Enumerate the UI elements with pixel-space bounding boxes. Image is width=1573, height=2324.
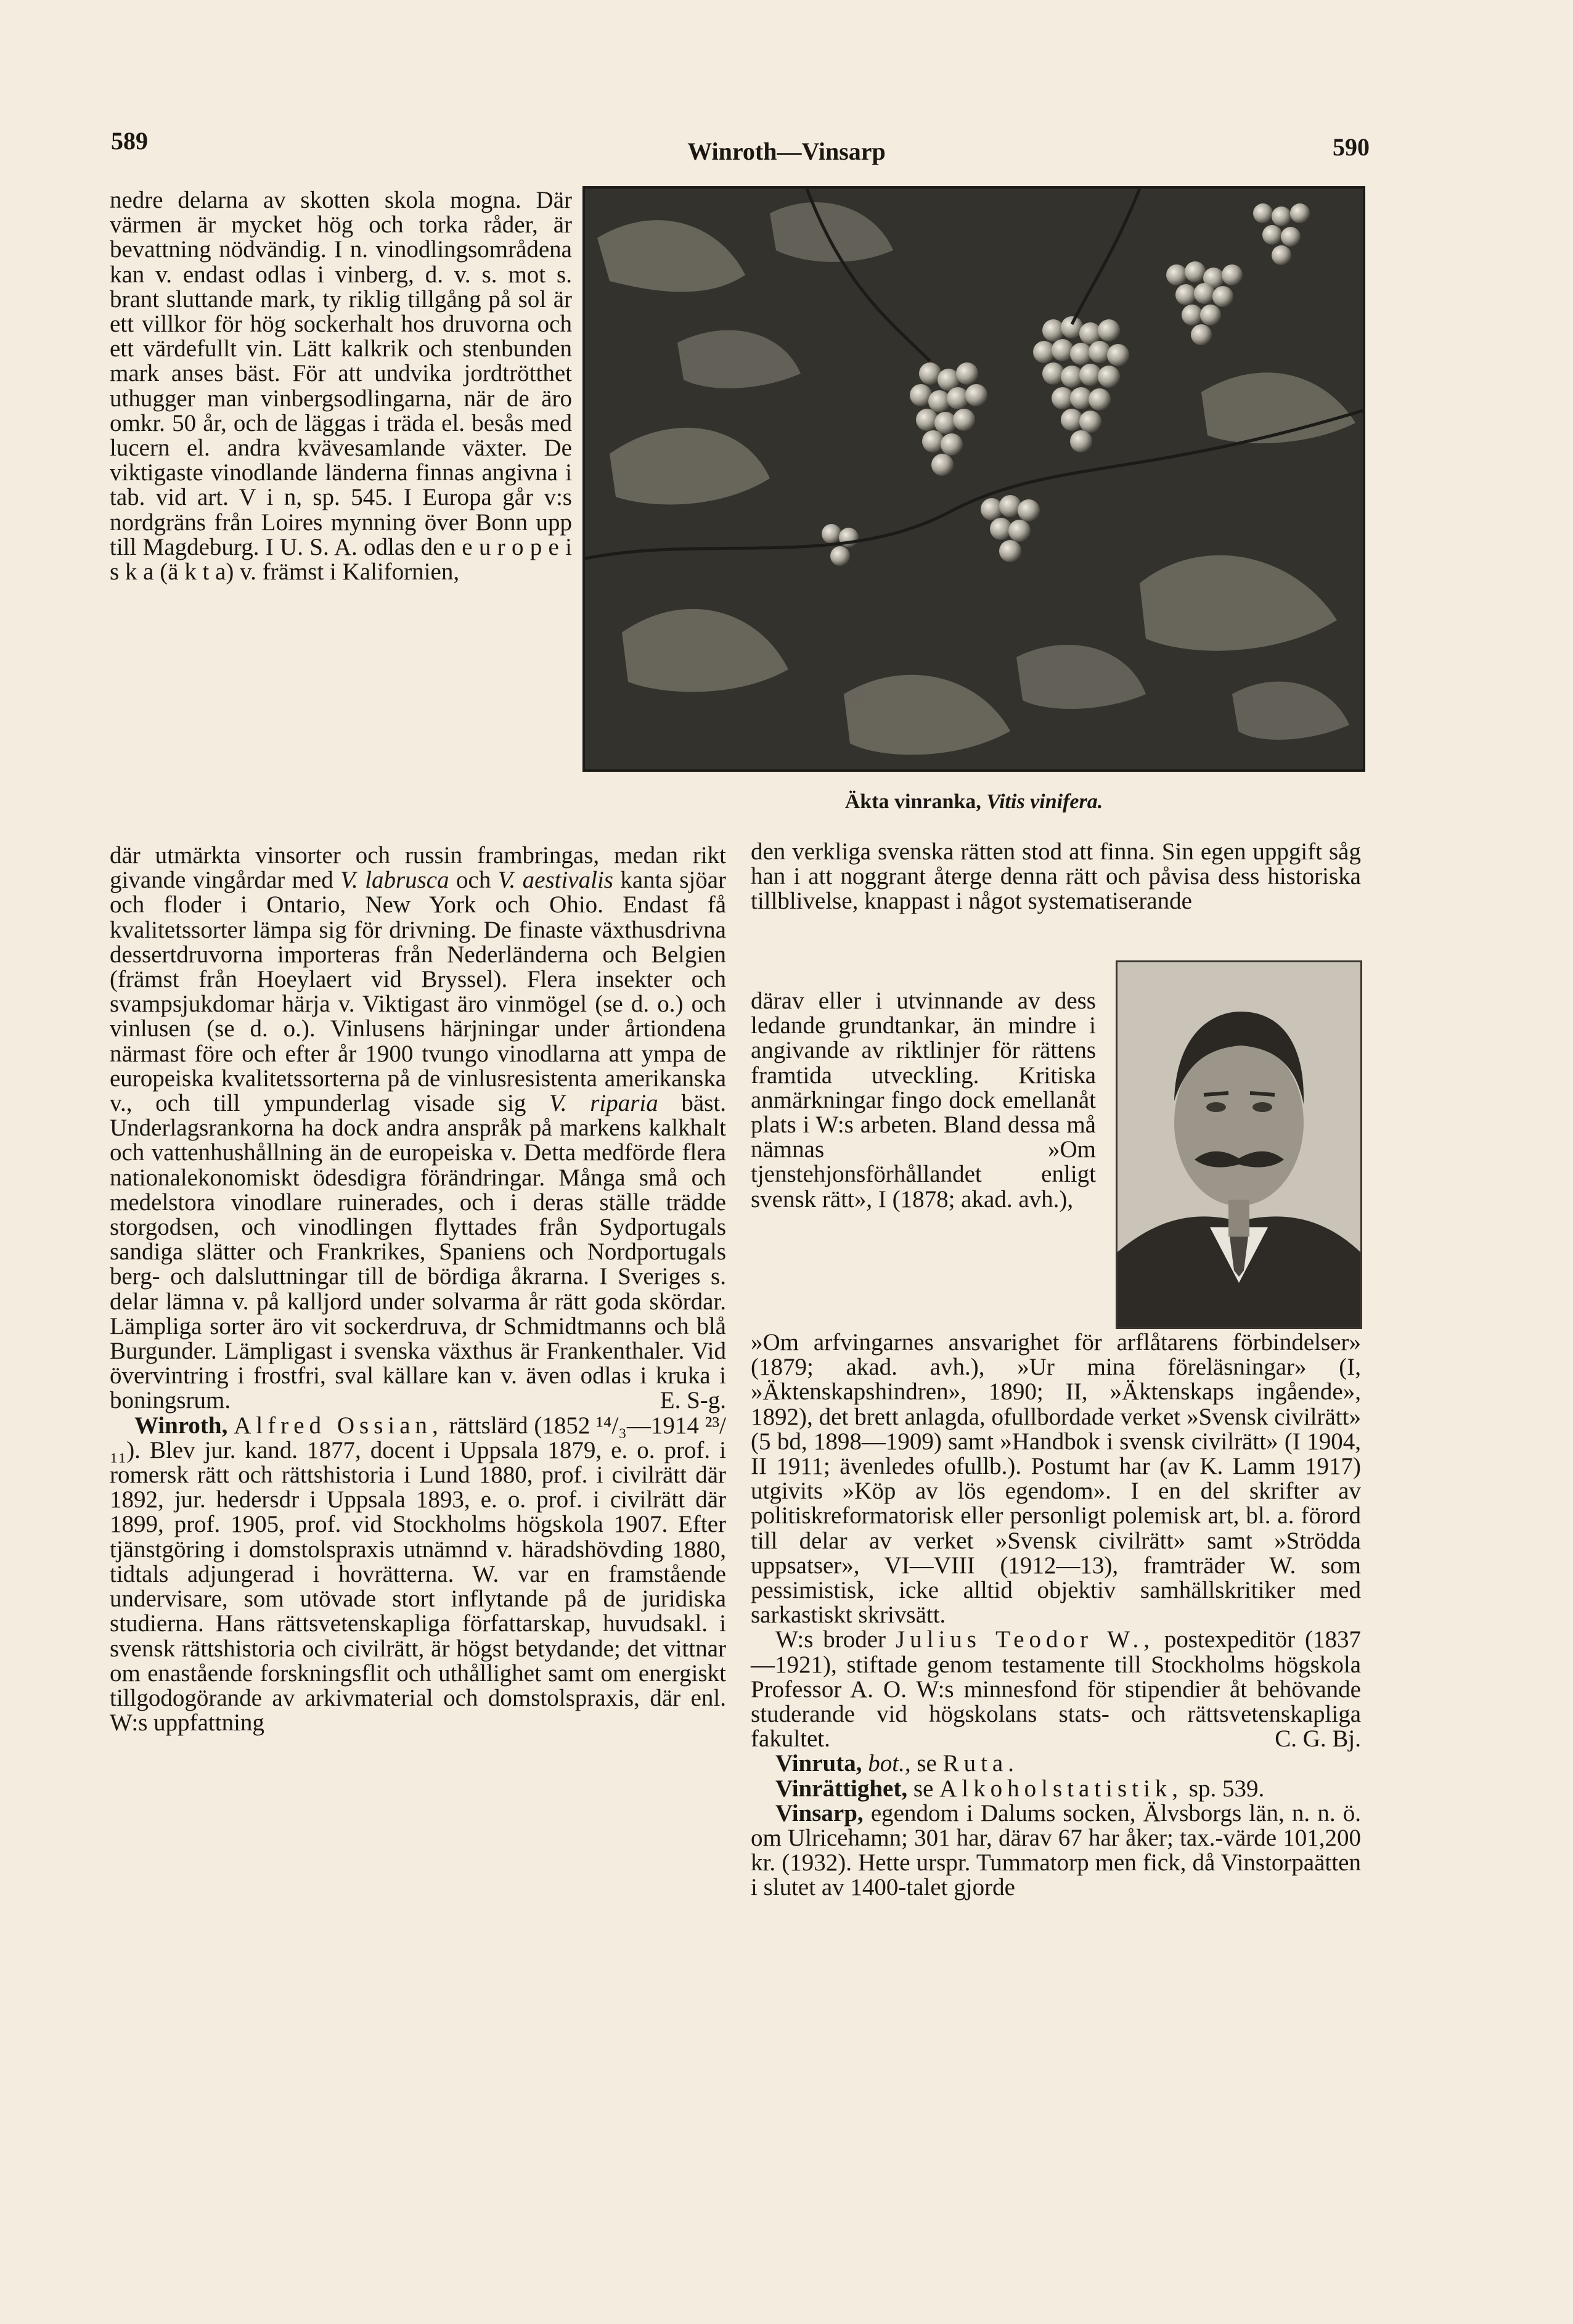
text-run: W:s broder xyxy=(775,1626,896,1653)
entry-headword: Winroth, xyxy=(134,1412,228,1439)
page-number-left: 589 xyxy=(111,127,148,155)
paragraph: därav eller i utvinnande av dess ledande grundtankar, än mindre i angivande av riktlinjer för rättens framtida utveckling. Kritiska anmärkningar fingo dock emellanåt plats i W:s arbeten. Bland dessa må nämnas »Om tjenstehjonsförhållandet enligt svensk rätt», I (1878; akad. avh.), xyxy=(751,988,1096,1213)
portrait-photo xyxy=(1116,960,1362,1329)
entry-vinruta xyxy=(751,1751,1361,1776)
person-name: Julius Teodor W., xyxy=(895,1626,1154,1653)
text-run: rättslärd (1852 ¹⁴/₃—1914 ²³/₁₁). Blev jur. kand. 1877, docent i Uppsala 1879, e. o. prof. i romersk rätt och rättshistoria i Lund 1880, prof. i civilrätt där 1892, jur. hedersdr i Uppsala 1893, e. o. prof. i civilrätt där 1899, prof. 1905, prof. vid Stockholms högskola 1907. Efter tjänstgöring i domstolspraxis utnämnd v. häradshövding 1880, tidtals adjungerad i hovrätterna. W. var en framstående undervisare, som utövade stort inflytande på de juridiska studierna. Hans rättsvetenskapliga författarskap, huvudsakl. i svensk rättshistoria och civilrätt, är högst betydande; det vittnar om enastående forskningsflit och uthållighet samt om energiskt tillgodogörande av arkivmaterial och domstolspraxis, där enl. W:s uppfattning xyxy=(110,1412,726,1737)
entry-fullname: Alfred Ossian, xyxy=(234,1412,443,1439)
left-column-text xyxy=(110,843,726,1735)
paragraph-works: »Om arfvingarnes ansvarighet för arflåtarens förbindelser» (1879; akad. avh.), »Ur mina föreläsningar» (I, »Äktenskapshindren», 1890; II, »Äktenskaps ingående», 1892), det brett anlagda, ofullbordade verket »Svensk civilrätt» (5 bd, 1898—1909) samt »Handbok i svensk civilrätt» (I 1904, II 1911; ävenledes ofullb.). Postumt har (av K. Lamm 1917) utgivits »Köp av lös egendom». I en del skrifter av politiskreformatorisk eller personligt polemisk art, bl. a. förord till delar av verket »Svensk civilrätt» samt »Strödda uppsatser», VI—VIII (1912—13), framträder W. som pessimistisk, icke alltid objektiv samhällskritiker med sarkastiskt skrivsätt. xyxy=(751,1329,1361,1629)
author-signature: C. G. Bj. xyxy=(1275,1725,1361,1753)
left-column-top-text xyxy=(110,188,572,584)
species-name: V. aestivalis xyxy=(497,867,613,894)
entry-headword: Vinrättighet, xyxy=(775,1775,908,1802)
text-run: se xyxy=(910,1750,943,1777)
entry-vinsarp xyxy=(751,1801,1361,1901)
entry-winroth xyxy=(110,1414,726,1736)
text-run: sp. 539. xyxy=(1183,1775,1265,1802)
running-head: Winroth—Vinsarp xyxy=(687,137,886,165)
entry-abbrev: bot., xyxy=(868,1750,911,1777)
grapevine-photo xyxy=(582,186,1365,772)
caption-text: Äkta vinranka, xyxy=(844,790,987,813)
text-run: postexpeditör (1837—1921), stiftade genom testamente till Stockholms högskola Professor A. O. W:s minnesfond för stipendier åt behövande studerande vid högskolans stats- och rättsvetenskapliga fakultet. xyxy=(751,1626,1361,1753)
cross-reference: Ruta. xyxy=(942,1750,1019,1777)
author-signature: E. S-g. xyxy=(660,1387,726,1414)
page-number-right: 590 xyxy=(1333,133,1370,161)
portrait-illustration xyxy=(1117,962,1360,1327)
cross-reference: Alkoholstatistik, xyxy=(939,1775,1183,1802)
text-run: kanta sjöar och floder i Ontario, New York och Ohio. Endast få kvalitetssorter lämpa sig för drivning. De finaste växthusdrivna dessertdruvorna importeras från Nederländerna och Belgien (främst från Hoeylaert vid Bryssel). Flera insekter och svampsjukdomar härja v. Viktigast äro vinmögel (se d. o.) och vinlusen (se d. o.). Vinlusens härjningar under årtiondena närmast före och efter år 1900 tvungo vinodlarna att ympa de europeiska kvalitetssorterna på de vinlusresistenta amerikanska v., och till ympunderlag visade sig xyxy=(110,867,727,1117)
entry-headword: Vinsarp, xyxy=(775,1799,864,1827)
text-run: se xyxy=(907,1775,940,1802)
text-run: och xyxy=(449,867,498,894)
right-column-top-text xyxy=(751,840,1361,914)
paragraph: den verkliga svenska rätten stod att finna. Sin egen uppgift såg han i att noggrant återge denna rätt och påvisa dess historiska tillblivelse, knappast i något systematiserande xyxy=(751,838,1361,915)
species-name: V. riparia xyxy=(549,1090,658,1117)
caption-species: Vitis vinifera. xyxy=(986,790,1103,813)
right-column-text xyxy=(751,1330,1361,1901)
entry-headword: Vinruta, xyxy=(775,1750,862,1777)
text-run: bäst. Underlagsrankorna ha dock andra anspråk på markens kalkhalt och vattenhushållning än de europeiska v. Detta medförde flera nationalekonomiskt ödesdigra förändringar. Många små och medelstora vinodlare ruinerades, och i deras ställe trädde storgodsen, och vinodlingen flyttades från Sydportugals sandiga slätter och Frankrikes, Spaniens och Nordportugals berg- och dalsluttningar till de bördiga åkrarna. I Sveriges s. delar lämna v. på kalljord under solvarma år rätt goda skördar. Lämpliga sorter äro vit sockerdruva, dr Schmidtmanns och blå Burgunder. Lämpligast i svenska växthus är Frankenthaler. Vid övervintring i frostfri, sval källare kan v. även odlas i kruka i boningsrum. xyxy=(110,1090,726,1414)
paragraph: nedre delarna av skotten skola mogna. Där värmen är mycket hög och torka råder, är bevattning nödvändig. I n. vinodlingsområdena kan v. endast odlas i vinberg, d. v. s. mot s. brant sluttande mark, ty riklig tillgång på sol är ett villkor för hög sockerhalt hos druvorna och ett värdefullt vin. Lätt kalkrik och stenbunden mark anses bäst. För att undvika jordtrötthet uthugger man vinbergsodlingarna, när de äro omkr. 50 år, och de läggas i träda el. besås med lucern el. andra kvävesamlande växter. De viktigaste vinodlande länderna finnas angivna i tab. vid art. V i n, sp. 545. I Europa går v:s nordgräns från Loires mynning över Bonn upp till Magdeburg. I U. S. A. odlas den e u r o p e i s k a (ä k t a) v. främst i Kalifornien, xyxy=(110,187,572,586)
paragraph-vine xyxy=(110,843,726,1414)
entry-vinrattighet xyxy=(751,1777,1361,1801)
text-run: där utmärkta vinsorter och russin frambringas, medan rikt givande vingårdar med xyxy=(110,842,726,894)
species-name: V. labrusca xyxy=(340,867,449,894)
entry-brother xyxy=(751,1627,1361,1751)
figure-caption xyxy=(582,790,1365,814)
grapevine-illustration xyxy=(585,189,1363,769)
right-column-narrow-text xyxy=(751,989,1096,1212)
text-run: egendom i Dalums socken, Älvsborgs län, n. n. ö. om Ulricehamn; 301 har, därav 67 har åker; tax.-värde 101,200 kr. (1932). Hette urspr. Tummatorp men fick, då Vinstorpaätten i slutet av 1400-talet gjorde xyxy=(751,1799,1361,1901)
